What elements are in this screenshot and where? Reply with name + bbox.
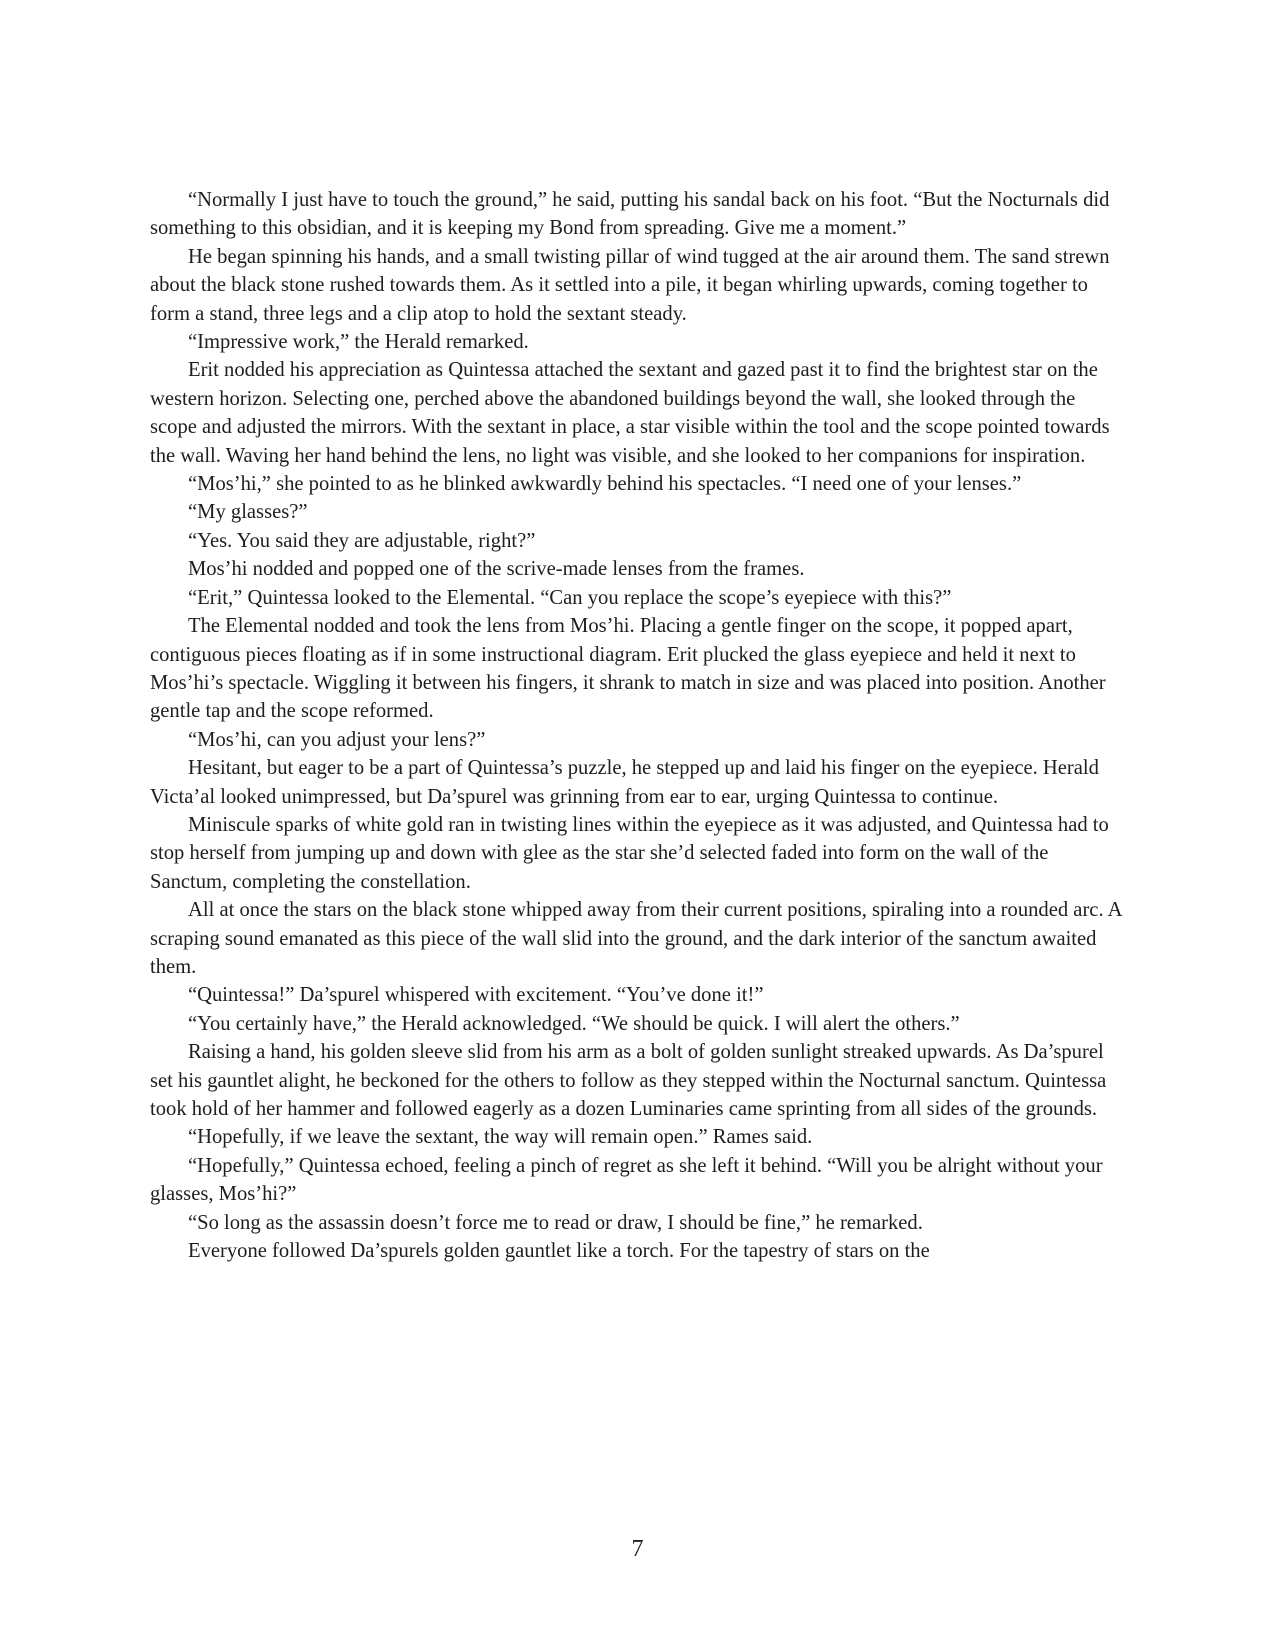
- page-number: 7: [631, 1536, 644, 1562]
- paragraph: Everyone followed Da’spurels golden gauntlet like a torch. For the tapestry of stars on the: [188, 1240, 930, 1263]
- paragraph: The Elemental nodded and took the lens from Mos’hi. Placing a gentle finger on the scope, it popped apart, contiguous pieces floating as if in some instructional diagram. Erit plucked the glass eyepiece and held it next to Mos’hi’s spectacle. Wiggling it between his fingers, it shrank to match in size and was placed into position. Another gentle tap and the scope reformed.: [150, 615, 1106, 723]
- paragraph: Hesitant, but eager to be a part of Quintessa’s puzzle, he stepped up and laid his finger on the eyepiece. Herald Victa’al looked unimpressed, but Da’spurel was grinning from ear to ear, urging Quintessa to continue.: [150, 757, 1099, 808]
- paragraph: “Mos’hi,” she pointed to as he blinked awkwardly behind his spectacles. “I need one of your lenses.”: [188, 473, 1022, 496]
- paragraph: “Impressive work,” the Herald remarked.: [188, 331, 529, 354]
- paragraph: “Hopefully,” Quintessa echoed, feeling a pinch of regret as she left it behind. “Will you be alright without your glasses, Mos’hi?”: [150, 1154, 1103, 1206]
- paragraph: He began spinning his hands, and a small twisting pillar of wind tugged at the air around them. The sand strewn about the black stone rushed towards them. As it settled into a pile, it began whirling upwards, coming together to form a stand, three legs and a clip atop to hold the sextant steady.: [150, 245, 1110, 325]
- paragraph: “You certainly have,” the Herald acknowledged. “We should be quick. I will alert the others.”: [188, 1012, 960, 1035]
- paragraph: All at once the stars on the black stone whipped away from their current positions, spiraling into a rounded arc. A scraping sound emanated as this piece of the wall slid into the ground, and the dark interior of the sanctum awaited them.: [150, 899, 1122, 978]
- body-text: [150, 186, 1124, 1265]
- paragraph: Erit nodded his appreciation as Quintessa attached the sextant and gazed past it to find the brightest star on the western horizon. Selecting one, perched above the abandoned buildings beyond the wall, she looked through the scope and adjusted the mirrors. With the sextant in place, a star visible within the tool and the scope pointed towards the wall. Waving her hand behind the lens, no light was visible, and she looked to her companions for inspiration.: [150, 359, 1110, 467]
- paragraph: “My glasses?”: [188, 501, 308, 524]
- paragraph: “Mos’hi, can you adjust your lens?”: [188, 728, 486, 751]
- paragraph: Mos’hi nodded and popped one of the scrive-made lenses from the frames.: [188, 558, 805, 581]
- paragraph: “Yes. You said they are adjustable, right?”: [188, 529, 536, 552]
- paragraph: Raising a hand, his golden sleeve slid from his arm as a bolt of golden sunlight streaked upwards. As Da’spurel set his gauntlet alight, he beckoned for the others to follow as they stepped within the Nocturnal sanctum. Quintessa took hold of her hammer and followed eagerly as a dozen Luminaries came sprinting from all sides of the grounds.: [150, 1041, 1107, 1120]
- paragraph: Miniscule sparks of white gold ran in twisting lines within the eyepiece as it was adjusted, and Quintessa had to stop herself from jumping up and down with glee as the star she’d selected faded into form on the wall of the Sanctum, completing the constellation.: [150, 813, 1109, 893]
- paragraph: “Normally I just have to touch the ground,” he said, putting his sandal back on his foot. “But the Nocturnals did something to this obsidian, and it is keeping my Bond from spreading. Give me a moment.”: [150, 189, 1110, 240]
- paragraph: “Quintessa!” Da’spurel whispered with excitement. “You’ve done it!”: [188, 984, 764, 1007]
- paragraph: “So long as the assassin doesn’t force me to read or draw, I should be fine,” he remarked.: [188, 1211, 923, 1234]
- paragraph: “Hopefully, if we leave the sextant, the way will remain open.” Rames said.: [188, 1126, 813, 1149]
- paragraph: “Erit,” Quintessa looked to the Elemental. “Can you replace the scope’s eyepiece with this?”: [188, 586, 952, 609]
